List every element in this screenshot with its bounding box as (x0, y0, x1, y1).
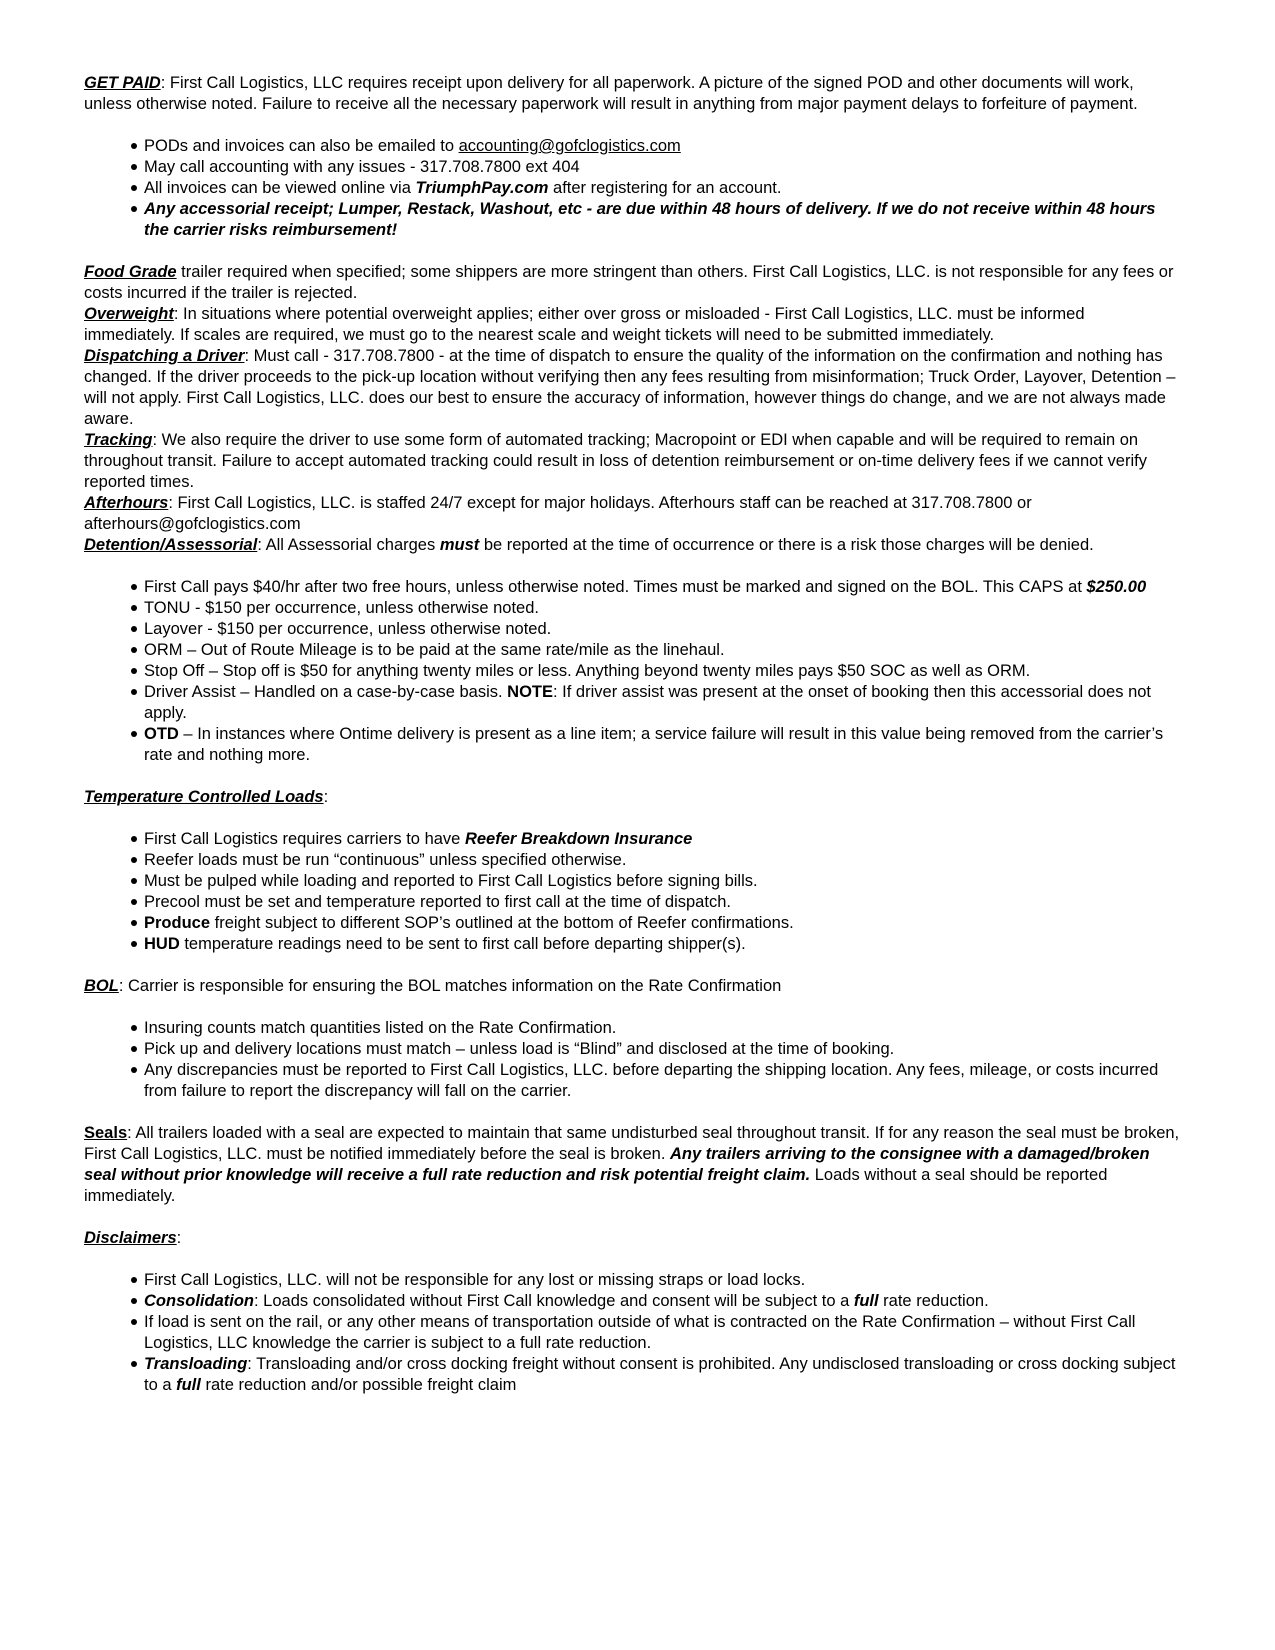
transloading-label: Transloading (144, 1355, 248, 1373)
detention-text-end: be reported at the time of occurrence or there is a risk those charges will be denied. (479, 536, 1094, 554)
list-item-text: rate reduction and/or possible freight claim (200, 1376, 517, 1394)
otd-label: OTD (144, 725, 179, 743)
list-item (144, 178, 1180, 199)
list-item-text: : Transloading and/or cross docking freight without consent is prohibited. Any undisclosed transloading or cross docking subject to a (144, 1355, 1176, 1394)
dispatching-text: : Must call - 317.708.7800 - at the time of dispatch to ensure the quality of the information on the confirmation and nothing has changed. If the driver proceeds to the pick-up location without verifying then any fees resulting from misinformation; Truck Order, Layover, Detention – will not apply. First Call Logistics, LLC. does our best to ensure the accuracy of information, however things do change, and we are not always made aware. (84, 347, 1176, 428)
seals-text-end: Loads without a seal should be reported immediately. (84, 1166, 1108, 1205)
reefer-insurance: Reefer Breakdown Insurance (464, 830, 693, 848)
list-item (144, 913, 1180, 934)
list-item: May call accounting with any issues - 317.708.7800 ext 404 (144, 157, 1180, 178)
disclaimers-list (84, 1270, 1180, 1396)
list-item: Any accessorial receipt; Lumper, Restack, Washout, etc - are due within 48 hours of delivery. If we do not receive within 48 hours the carrier risks reimbursement! (144, 199, 1180, 241)
list-item: Stop Off – Stop off is $50 for anything twenty miles or less. Anything beyond twenty miles pays $50 SOC as well as ORM. (144, 661, 1180, 682)
list-item: ORM – Out of Route Mileage is to be paid at the same rate/mile as the linehaul. (144, 640, 1180, 661)
triumphpay-site: TriumphPay.com (415, 179, 549, 197)
food-grade-text: trailer required when specified; some shippers are more stringent than others. First Call Logistics, LLC. is not responsible for any fees or costs incurred if the trailer is rejected. (84, 263, 1174, 302)
temperature-list (84, 829, 1180, 955)
get-paid-text: : First Call Logistics, LLC requires receipt upon delivery for all paperwork. A picture of the signed POD and other documents will work, unless otherwise noted. Failure to receive all the necessary paperwork will result in anything from major payment delays to forfeiture of payment. (84, 74, 1138, 113)
list-item-text: freight subject to different SOP’s outlined at the bottom of Reefer confirmations. (210, 914, 794, 932)
list-item-text: rate reduction. (878, 1292, 989, 1310)
list-item (144, 1354, 1180, 1396)
overweight-paragraph (84, 304, 1180, 346)
list-item-text: All invoices can be viewed online via (144, 179, 416, 197)
bol-paragraph (84, 976, 1180, 997)
list-item: TONU - $150 per occurrence, unless otherwise noted. (144, 598, 1180, 619)
note-label: NOTE (507, 683, 554, 701)
full-emphasis: full (176, 1376, 201, 1394)
list-item-text: First Call pays $40/hr after two free hours, unless otherwise noted. Times must be marked and signed on the BOL. This CAPS at (144, 578, 1087, 596)
food-grade-paragraph (84, 262, 1180, 304)
detention-heading: Detention/Assessorial (84, 536, 258, 554)
list-item-text: : Loads consolidated without First Call knowledge and consent will be subject to a (254, 1292, 854, 1310)
list-item-text: Driver Assist – Handled on a case-by-case basis. (144, 683, 508, 701)
list-item: Pick up and delivery locations must match – unless load is “Blind” and disclosed at the time of booking. (144, 1039, 1180, 1060)
tracking-paragraph (84, 430, 1180, 493)
list-item (144, 136, 1180, 157)
list-item-text: PODs and invoices can also be emailed to (144, 137, 459, 155)
full-emphasis: full (853, 1292, 879, 1310)
detention-list (84, 577, 1180, 766)
list-item (144, 829, 1180, 850)
produce-label: Produce (144, 914, 211, 932)
get-paid-paragraph (84, 73, 1180, 115)
seals-paragraph (84, 1123, 1180, 1207)
bol-list (84, 1018, 1180, 1102)
detention-must: must (439, 536, 480, 554)
list-item: Any discrepancies must be reported to First Call Logistics, LLC. before departing the shipping location. Any fees, mileage, or costs incurred from failure to report the discrepancy will fall on the carrier. (144, 1060, 1180, 1102)
bol-text: : Carrier is responsible for ensuring the BOL matches information on the Rate Confirmation (118, 977, 782, 995)
list-item: Reefer loads must be run “continuous” unless specified otherwise. (144, 850, 1180, 871)
list-item-text: : If driver assist was present at the onset of booking then this accessorial does not apply. (144, 683, 1152, 722)
seals-warning: Any trailers arriving to the consignee with a damaged/broken seal without prior knowledge will receive a full rate reduction and risk potential freight claim. (84, 1145, 1150, 1184)
list-item (144, 577, 1180, 598)
bol-heading: BOL (84, 977, 119, 995)
afterhours-text: : First Call Logistics, LLC. is staffed 24/7 except for major holidays. Afterhours staff can be reached at 317.708.7800 or afterhours@gofclogistics.com (84, 494, 1032, 533)
temperature-paragraph (84, 787, 1180, 808)
list-item (144, 682, 1180, 724)
list-item-text: temperature readings need to be sent to first call before departing shipper(s). (179, 935, 746, 953)
tracking-text: : We also require the driver to use some form of automated tracking; Macropoint or EDI when capable and will be required to remain on throughout transit. Failure to accept automated tracking could result in loss of detention reimbursement or on-time delivery fees if we cannot verify reported times. (84, 431, 1147, 491)
hud-label: HUD (144, 935, 180, 953)
list-item-text: First Call Logistics requires carriers to have (144, 830, 465, 848)
list-item: If load is sent on the rail, or any other means of transportation outside of what is contracted on the Rate Confirmation – without First Call Logistics, LLC knowledge the carrier is subject to a full rate reduction. (144, 1312, 1180, 1354)
dispatching-paragraph (84, 346, 1180, 430)
seals-text: : All trailers loaded with a seal are expected to maintain that same undisturbed seal throughout transit. If for any reason the seal must be broken, First Call Logistics, LLC. must be notified immediately before the seal is broken. (84, 1124, 1180, 1163)
food-grade-heading: Food Grade (84, 263, 177, 281)
detention-text: : All Assessorial charges (257, 536, 440, 554)
list-item: Insuring counts match quantities listed on the Rate Confirmation. (144, 1018, 1180, 1039)
list-item (144, 1291, 1180, 1312)
list-item (144, 724, 1180, 766)
detention-paragraph (84, 535, 1180, 556)
overweight-text: : In situations where potential overweight applies; either over gross or misloaded - First Call Logistics, LLC. must be informed immediately. If scales are required, we must go to the nearest scale and weight tickets will need to be submitted immediately. (84, 305, 1085, 344)
overweight-heading: Overweight (84, 305, 174, 323)
consolidation-label: Consolidation (144, 1292, 254, 1310)
list-item: Must be pulped while loading and reported to First Call Logistics before signing bills. (144, 871, 1180, 892)
list-item: Layover - $150 per occurrence, unless otherwise noted. (144, 619, 1180, 640)
list-item-text: – In instances where Ontime delivery is present as a line item; a service failure will result in this value being removed from the carrier’s rate and nothing more. (144, 725, 1164, 764)
document-page (84, 73, 1180, 1396)
temperature-heading: Temperature Controlled Loads (84, 788, 324, 806)
afterhours-paragraph (84, 493, 1180, 535)
disclaimers-paragraph (84, 1228, 1180, 1249)
get-paid-heading: GET PAID (84, 74, 161, 92)
list-item: First Call Logistics, LLC. will not be responsible for any lost or missing straps or load locks. (144, 1270, 1180, 1291)
tracking-heading: Tracking (84, 431, 153, 449)
list-item (144, 934, 1180, 955)
list-item: Precool must be set and temperature reported to first call at the time of dispatch. (144, 892, 1180, 913)
disclaimers-heading: Disclaimers (84, 1229, 177, 1247)
afterhours-heading: Afterhours (84, 494, 169, 512)
accounting-email-link[interactable]: accounting@gofclogistics.com (458, 137, 681, 155)
cap-amount: $250.00 (1086, 578, 1147, 596)
heading-colon: : (176, 1229, 182, 1247)
seals-heading: Seals (84, 1124, 128, 1142)
heading-colon: : (323, 788, 329, 806)
list-item-text: after registering for an account. (548, 179, 782, 197)
get-paid-list (84, 136, 1180, 241)
dispatching-heading: Dispatching a Driver (84, 347, 245, 365)
